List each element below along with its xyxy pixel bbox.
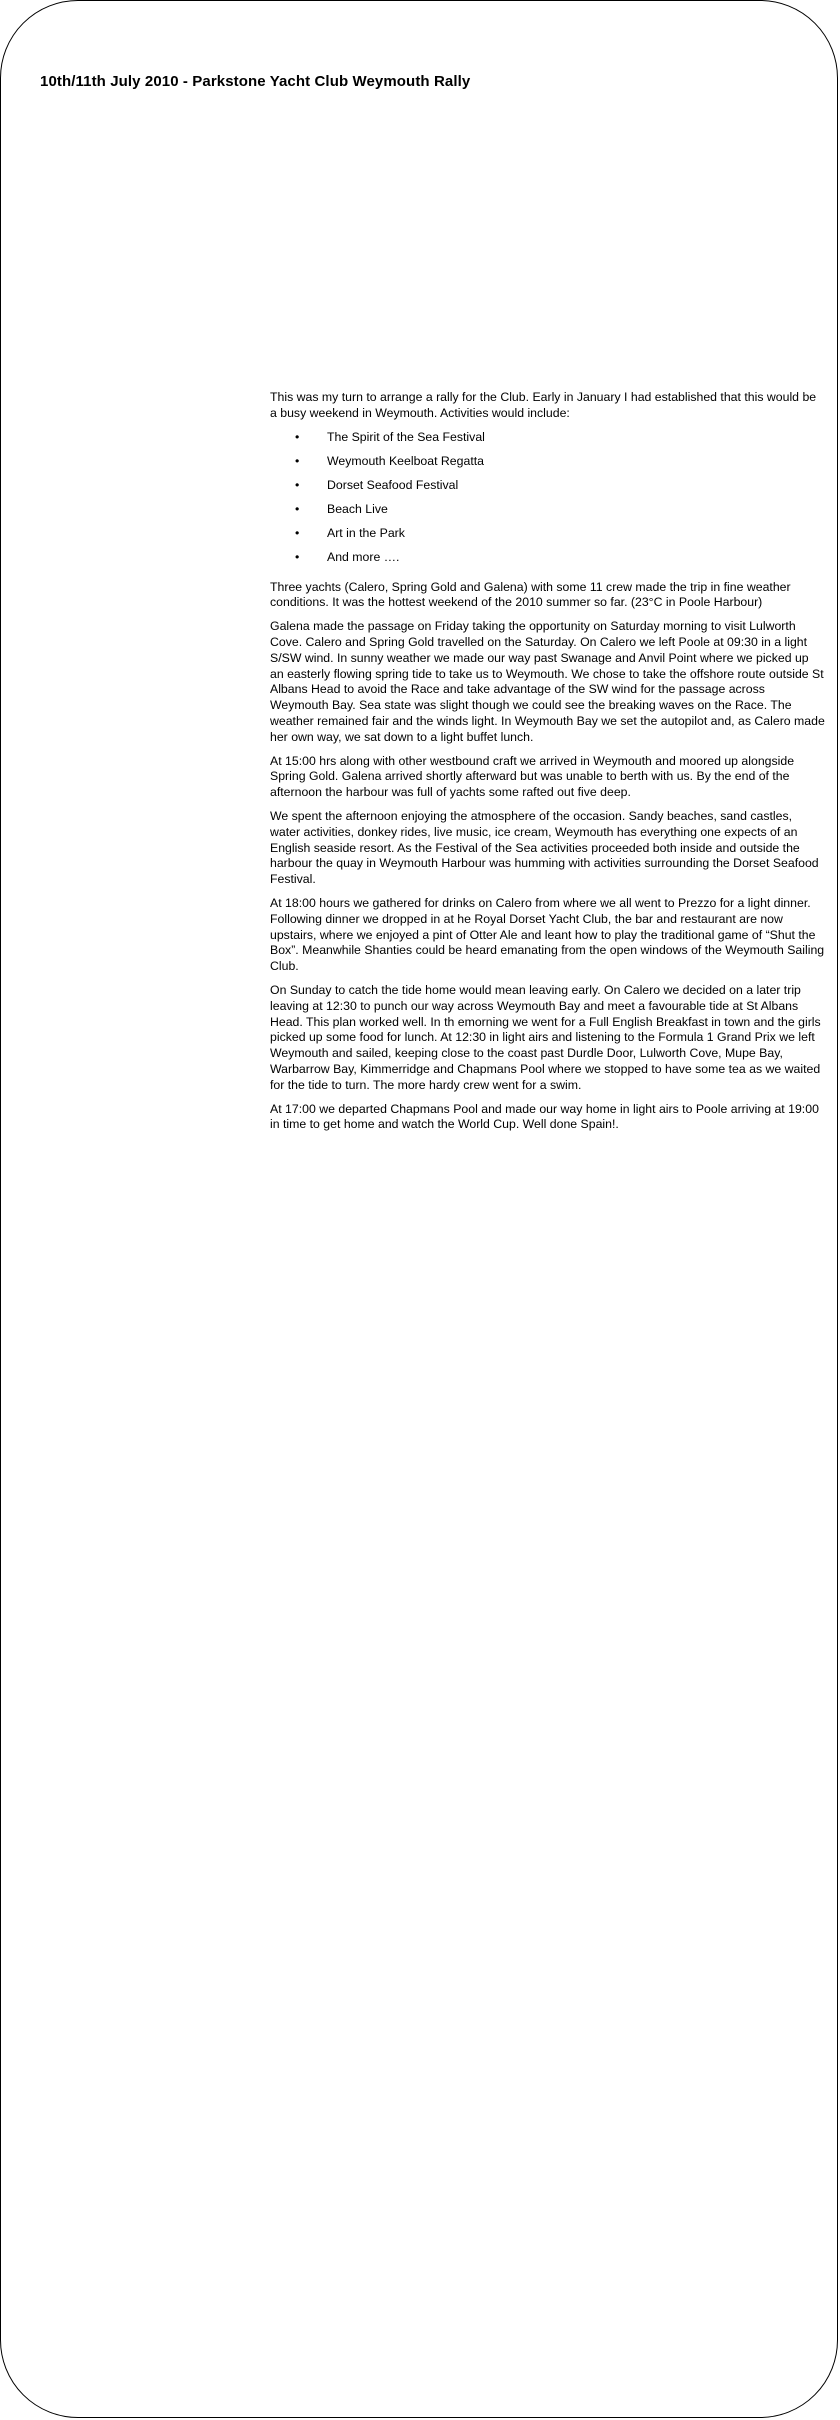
paragraph-yachts: Three yachts (Calero, Spring Gold and Galena) with some 11 crew made the trip in fine weather conditions. It was the hottest weekend of the 2010 summer so far. (23°C in Poole Harbour) — [270, 579, 791, 610]
paragraph-evening: At 18:00 hours we gathered for drinks on Calero from where we all went to Prezzo for a light dinner. Following dinner we dropped in at he Royal Dorset Yacht Club, the bar and restaurant are now upstairs, where we enjoyed a pint of Otter Ale and leant how to play the traditional game of “Shut the Box”. Meanwhile Shanties could be heard emanating from the open windows of the Weymouth Sailing Club. — [270, 895, 825, 974]
paragraph-sunday: On Sunday to catch the tide home would mean leaving early. On Calero we decided on a later trip leaving at 12:30 to punch our way across Weymouth Bay and meet a favourable tide at St Albans Head. This plan worked well. In th emorning we went for a Full English Breakfast in town and the girls picked up some food for lunch. At 12:30 in light airs and listening to the Formula 1 Grand Prix we left Weymouth and sailed, keeping close to the coast past Durdle Door, Lulworth Cove, Mupe Bay, Warbarrow Bay, Kimmerridge and Chapmans Pool where we stopped to have some tea as we waited for the tide to turn. The more hardy crew went for a swim. — [270, 982, 821, 1092]
list-item — [270, 526, 825, 550]
list-item — [270, 478, 825, 502]
list-item — [270, 502, 825, 526]
list-item-text: Art in the Park — [327, 525, 405, 540]
page-title: 10th/11th July 2010 - Parkstone Yacht Club Weymouth Rally — [40, 73, 471, 90]
intro-paragraph: This was my turn to arrange a rally for the Club. Early in January I had established that this would be a busy weekend in Weymouth. Activities would include: — [270, 390, 817, 420]
paragraph-afternoon: We spent the afternoon enjoying the atmosphere of the occasion. Sandy beaches, sand castles, water activities, donkey rides, live music, ice cream, Weymouth has everything one expects of an English seaside resort. As the Festival of the Sea activities proceeded both inside and outside the harbour the quay in Weymouth Harbour was humming with activities surrounding the Dorset Seafood Festival. — [270, 808, 819, 887]
list-item — [270, 550, 825, 574]
list-item-text: The Spirit of the Sea Festival — [327, 429, 485, 444]
list-item — [270, 454, 825, 478]
bullet-icon: • — [295, 429, 300, 444]
list-item-text: And more …. — [327, 549, 400, 564]
bullet-icon: • — [295, 453, 300, 468]
list-item-text: Weymouth Keelboat Regatta — [327, 453, 484, 468]
bullet-icon: • — [295, 501, 300, 516]
paragraph-passage: Galena made the passage on Friday taking the opportunity on Saturday morning to visit Lulworth Cove. Calero and Spring Gold travelled on the Saturday. On Calero we left Poole at 09:30 in a light S/SW wind. In sunny weather we made our way past Swanage and Anvil Point where we picked up an easterly flowing spring tide to take us to Weymouth. We chose to take the offshore route outside St Albans Head to avoid the Race and take advantage of the SW wind for the passage across Weymouth Bay. Sea state was slight though we could see the breaking waves on the Race. The weather remained fair and the winds light. In Weymouth Bay we set the autopilot and, as Calero made her own way, we sat down to a light buffet lunch. — [270, 619, 825, 744]
activities-list — [270, 430, 825, 574]
list-item-text: Beach Live — [327, 501, 388, 516]
paragraph-arrival: At 15:00 hrs along with other westbound craft we arrived in Weymouth and moored up alongside Spring Gold. Galena arrived shortly afterward but was unable to berth with us. By the end of the afternoon the harbour was full of yachts some rafted out five deep. — [270, 753, 795, 800]
article-body — [270, 390, 825, 1141]
paragraph-return: At 17:00 we departed Chapmans Pool and made our way home in light airs to Poole arriving at 19:00 in time to get home and watch the World Cup. Well done Spain!. — [270, 1101, 819, 1132]
bullet-icon: • — [295, 525, 300, 540]
list-item-text: Dorset Seafood Festival — [327, 477, 459, 492]
list-item — [270, 430, 825, 454]
bullet-icon: • — [295, 477, 300, 492]
bullet-icon: • — [295, 549, 300, 564]
